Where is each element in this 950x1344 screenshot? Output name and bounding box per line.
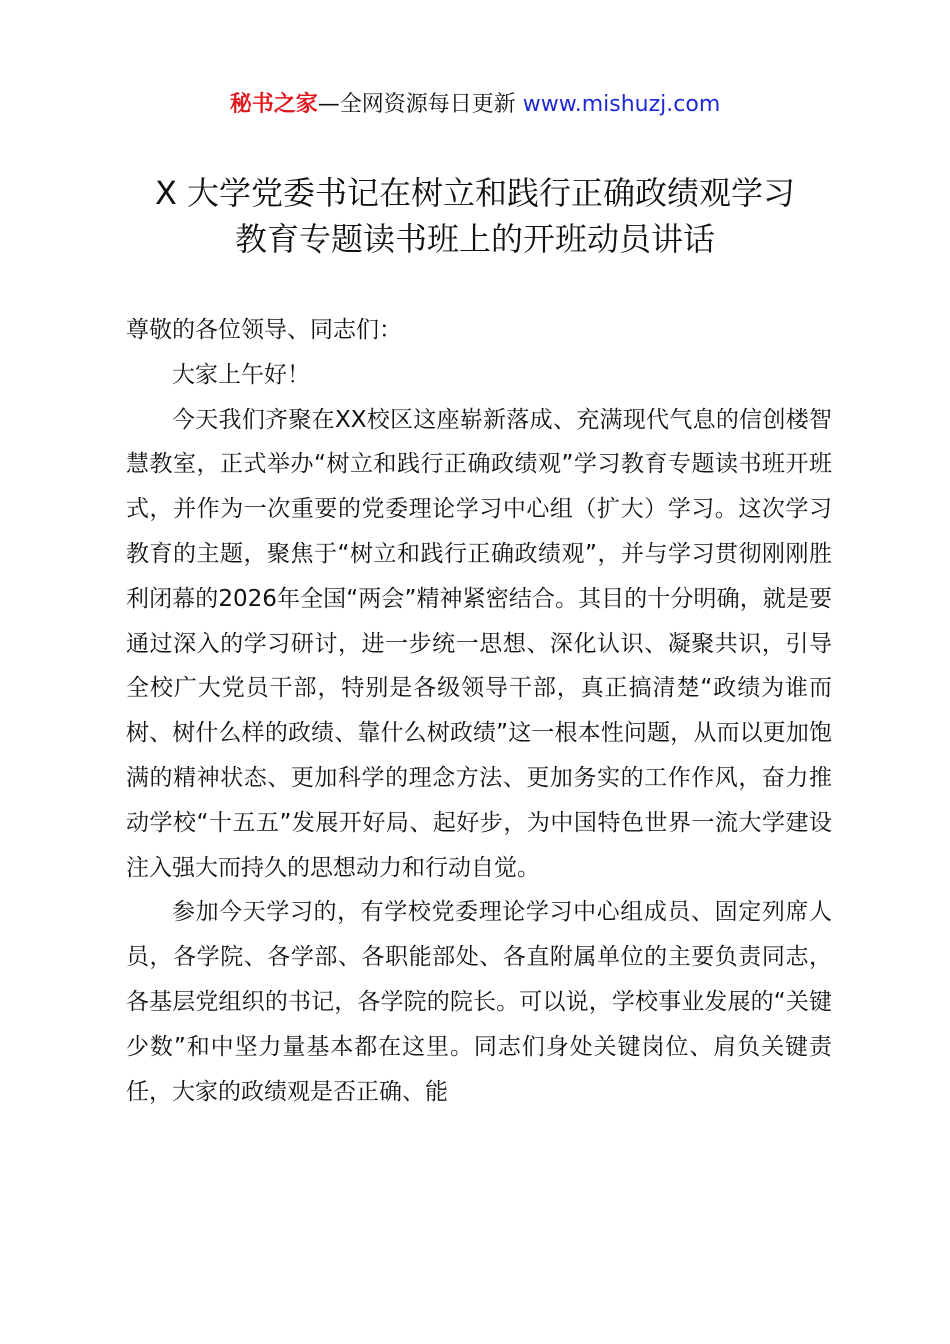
brand-name: 秘书之家 [229,92,318,117]
site-url-link[interactable]: www.mishuzj.com [522,92,721,117]
salutation: 尊敬的各位领导、同志们： [126,317,402,343]
document-title [60,170,890,262]
header-tagline: —全网资源每日更新 [317,92,523,117]
title-line-2: 教育专题读书班上的开班动员讲话 [234,220,715,258]
title-line-1: X 大学党委书记在树立和践行正确政绩观学习 [154,174,796,212]
document-body [126,308,832,1114]
paragraph-2: 参加今天学习的，有学校党委理论学习中心组成员、固定列席人员，各学院、各学部、各职能部处、各直附属单位的主要负责同志，各基层党组织的书记，各学院的院长。可以说，学校事业发展的“关键少数”和中坚力量基本都在这里。同志们身处关键岗位、肩负关键责任，大家的政绩观是否正确、能 [126,899,832,1105]
page-header [0,88,950,122]
greeting: 大家上午好！ [172,361,310,388]
paragraph-1: 今天我们齐聚在XX校区这座崭新落成、充满现代气息的信创楼智慧教室，正式举办“树立和践行正确政绩观”学习教育专题读书班开班式，并作为一次重要的党委理论学习中心组（扩大）学习。这次学习教育的主题，聚焦于“树立和践行正确政绩观”，并与学习贯彻刚刚胜利闭幕的2026年全国“两会”精神紧密结合。其目的十分明确，就是要通过深入的学习研讨，进一步统一思想、深化认识、凝聚共识，引导全校广大党员干部，特别是各级领导干部，真正搞清楚“政绩为谁而树、树什么样的政绩、靠什么树政绩”这一根本性问题，从而以更加饱满的精神状态、更加科学的理念方法、更加务实的工作作风，奋力推动学校“十五五”发展开好局、起好步，为中国特色世界一流大学建设注入强大而持久的思想动力和行动自觉。 [126,406,832,881]
